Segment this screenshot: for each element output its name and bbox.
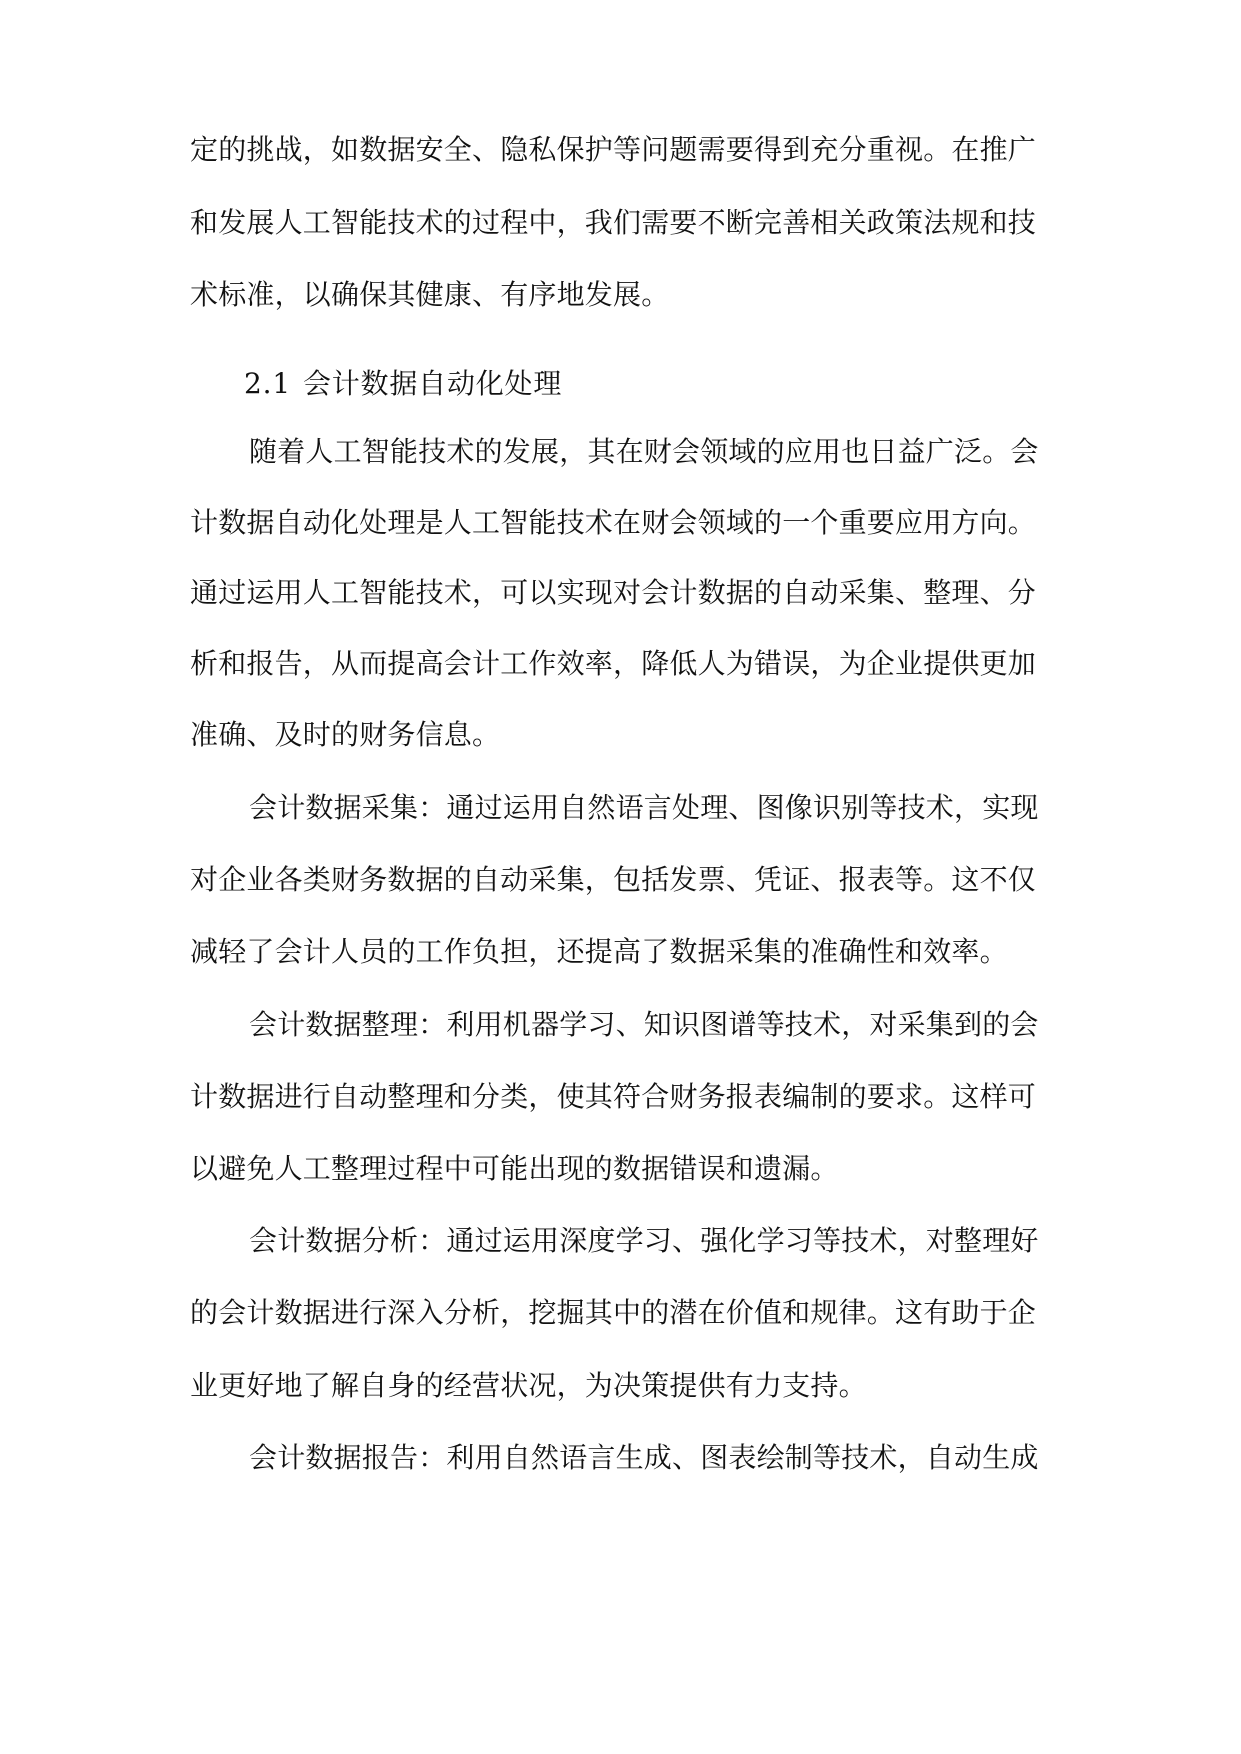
paragraph-line: 析和报告，从而提高会计工作效率，降低人为错误，为企业提供更加: [190, 647, 1037, 680]
paragraph-line: 通过运用人工智能技术，可以实现对会计数据的自动采集、整理、分: [190, 576, 1037, 609]
intro-line: 和发展人工智能技术的过程中，我们需要不断完善相关政策法规和技: [190, 206, 1037, 239]
intro-line: 术标准，以确保其健康、有序地发展。: [190, 278, 670, 311]
paragraph-line: 会计数据报告：利用自然语言生成、图表绘制等技术，自动生成: [249, 1441, 1039, 1474]
paragraph-line: 会计数据分析：通过运用深度学习、强化学习等技术，对整理好: [249, 1224, 1039, 1257]
paragraph-line: 计数据自动化处理是人工智能技术在财会领域的一个重要应用方向。: [190, 506, 1037, 539]
section-number: 2.1: [244, 367, 291, 400]
paragraph-line: 以避免人工整理过程中可能出现的数据错误和遗漏。: [190, 1152, 839, 1185]
paragraph-line: 减轻了会计人员的工作负担，还提高了数据采集的准确性和效率。: [190, 935, 1008, 968]
paragraph-line: 对企业各类财务数据的自动采集，包括发票、凭证、报表等。这不仅: [190, 863, 1037, 896]
paragraph-line: 随着人工智能技术的发展，其在财会领域的应用也日益广泛。会: [249, 435, 1039, 468]
paragraph-line: 业更好地了解自身的经营状况，为决策提供有力支持。: [190, 1369, 867, 1402]
intro-line: 定的挑战，如数据安全、隐私保护等问题需要得到充分重视。在推广: [190, 133, 1037, 166]
paragraph-line: 会计数据采集：通过运用自然语言处理、图像识别等技术，实现: [249, 791, 1039, 824]
paragraph-line: 的会计数据进行深入分析，挖掘其中的潜在价值和规律。这有助于企: [190, 1296, 1037, 1329]
paragraph-line: 会计数据整理：利用机器学习、知识图谱等技术，对采集到的会: [249, 1008, 1039, 1041]
section-heading: [244, 367, 1124, 401]
section-title: 会计数据自动化处理: [302, 367, 563, 400]
paragraph-line: 计数据进行自动整理和分类，使其符合财务报表编制的要求。这样可: [190, 1080, 1037, 1113]
paragraph-line: 准确、及时的财务信息。: [190, 718, 501, 751]
